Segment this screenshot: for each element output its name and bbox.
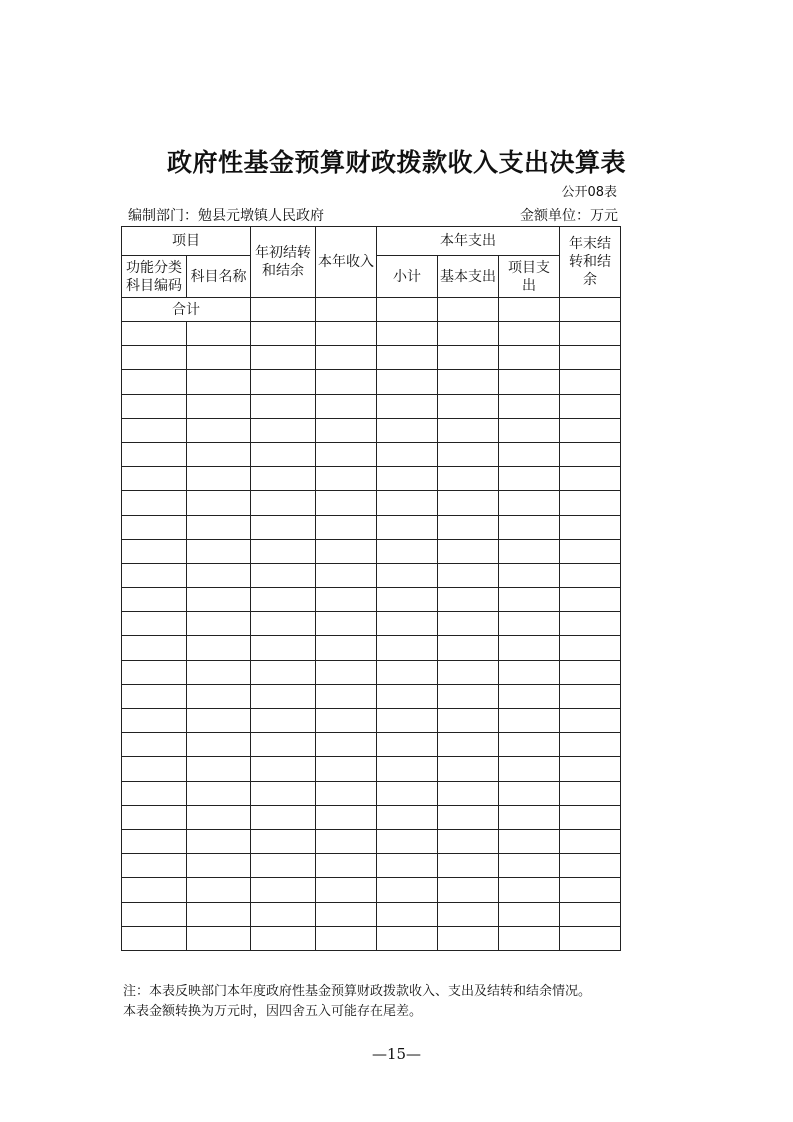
table-cell [122,370,187,394]
table-cell [251,878,316,902]
table-cell [377,854,438,878]
table-cell [187,394,251,418]
table-cell [499,491,560,515]
table-cell [499,515,560,539]
table-cell [122,442,187,466]
table-cell [122,515,187,539]
table-cell [316,733,377,757]
table-cell [377,757,438,781]
table-cell [560,854,621,878]
table-cell [251,515,316,539]
table-cell [187,346,251,370]
header-basic: 基本支出 [438,256,499,298]
table-cell [316,660,377,684]
table-cell [122,322,187,346]
table-cell [499,322,560,346]
table-cell [122,781,187,805]
form-code: 公开08表 [561,185,617,200]
table-cell [377,418,438,442]
table-cell [122,636,187,660]
table-cell [438,902,499,926]
table-cell [438,733,499,757]
page-number: —15— [371,1045,422,1063]
table-cell [560,394,621,418]
table-cell [251,709,316,733]
table-cell [499,370,560,394]
table-row [122,660,621,684]
table-cell [251,588,316,612]
table-row [122,733,621,757]
table-row [122,854,621,878]
total-cell [560,298,621,322]
table-cell [377,491,438,515]
table-cell [122,346,187,370]
table-cell [122,467,187,491]
table-cell [251,902,316,926]
table-cell [122,491,187,515]
total-cell [251,298,316,322]
table-cell [316,418,377,442]
table-cell [499,733,560,757]
table-cell [560,322,621,346]
table-cell [251,322,316,346]
table-cell [122,878,187,902]
table-row [122,322,621,346]
table-cell [316,757,377,781]
table-cell [377,467,438,491]
footnote-line: 本表金额转换为万元时，因四舍五入可能存在尾差。 [123,1004,423,1019]
table-cell [499,418,560,442]
table-cell [316,829,377,853]
header-project [499,256,560,298]
table-cell [499,636,560,660]
table-cell [560,612,621,636]
table-row [122,757,621,781]
unit-label: 金额单位：万元 [520,208,618,224]
table-cell [187,854,251,878]
table-cell [560,660,621,684]
table-cell [251,418,316,442]
table-cell [187,781,251,805]
table-cell [187,418,251,442]
table-cell [251,491,316,515]
header-func-code-text: 功能分类科目编码 [126,259,182,294]
table-cell [122,684,187,708]
header-income-text: 本年收入 [318,254,374,270]
table-cell [316,394,377,418]
table-cell [499,588,560,612]
total-cell [438,298,499,322]
table-cell [316,322,377,346]
table-cell [251,467,316,491]
total-label: 合计 [122,298,251,322]
table-cell [438,805,499,829]
table-cell [499,757,560,781]
table-cell [499,563,560,587]
table-cell [316,515,377,539]
budget-table [121,226,621,951]
table-cell [499,442,560,466]
table-cell [438,878,499,902]
table-cell [438,854,499,878]
table-cell [122,418,187,442]
table-cell [438,346,499,370]
table-row [122,829,621,853]
table-cell [316,370,377,394]
table-cell [251,854,316,878]
table-cell [377,878,438,902]
table-cell [122,588,187,612]
table-row [122,346,621,370]
table-cell [438,588,499,612]
table-cell [251,539,316,563]
table-cell [499,829,560,853]
table-cell [187,805,251,829]
table-cell [187,660,251,684]
table-row [122,684,621,708]
table-cell [438,757,499,781]
table-cell [499,781,560,805]
table-cell [187,926,251,950]
table-cell [560,781,621,805]
table-cell [560,491,621,515]
header-item: 项目 [122,227,251,256]
table-cell [377,588,438,612]
table-cell [438,515,499,539]
table-cell [499,902,560,926]
table-cell [438,322,499,346]
total-cell [316,298,377,322]
table-cell [438,539,499,563]
total-cell [499,298,560,322]
table-cell [316,539,377,563]
header-end-balance [560,227,621,298]
table-cell [377,829,438,853]
table-cell [187,684,251,708]
table-cell [499,346,560,370]
table-cell [187,322,251,346]
table-cell [438,684,499,708]
header-project-text: 项目支出 [508,259,550,294]
table-cell [251,781,316,805]
table-cell [560,636,621,660]
table-cell [122,733,187,757]
table-cell [499,926,560,950]
table-cell [122,902,187,926]
table-cell [316,612,377,636]
table-cell [316,442,377,466]
table-cell [377,539,438,563]
table-cell [251,563,316,587]
table-cell [251,926,316,950]
table-cell [122,539,187,563]
table-row [122,370,621,394]
table-cell [560,926,621,950]
table-cell [377,442,438,466]
table-cell [377,709,438,733]
table-cell [499,709,560,733]
table-cell [377,563,438,587]
table-cell [438,442,499,466]
table-cell [560,709,621,733]
table-cell [377,733,438,757]
table-cell [187,902,251,926]
table-cell [377,805,438,829]
table-cell [560,805,621,829]
table-cell [122,709,187,733]
table-cell [122,854,187,878]
table-cell [316,781,377,805]
table-cell [187,370,251,394]
table-row [122,515,621,539]
table-cell [316,926,377,950]
table-row [122,902,621,926]
table-cell [560,563,621,587]
table-cell [251,346,316,370]
table-cell [122,563,187,587]
table-cell [251,636,316,660]
table-cell [377,394,438,418]
table-cell [187,829,251,853]
table-cell [438,829,499,853]
table-cell [187,709,251,733]
table-row [122,878,621,902]
header-func-code [122,256,187,298]
table-cell [251,660,316,684]
table-cell [560,829,621,853]
table-cell [377,902,438,926]
table-cell [316,902,377,926]
footnote [123,982,591,1022]
header-subject-name: 科目名称 [187,256,251,298]
table-cell [122,394,187,418]
table-cell [438,394,499,418]
table-cell [499,805,560,829]
table-cell [499,394,560,418]
table-cell [316,709,377,733]
table-cell [499,467,560,491]
table-cell [316,636,377,660]
table-cell [316,563,377,587]
table-cell [316,346,377,370]
table-cell [560,684,621,708]
table-row [122,709,621,733]
table-cell [499,854,560,878]
table-cell [438,926,499,950]
table-row [122,805,621,829]
table-cell [187,563,251,587]
table-cell [187,878,251,902]
table-cell [251,442,316,466]
table-cell [122,926,187,950]
table-cell [377,684,438,708]
table-cell [560,733,621,757]
footnote-line: 注：本表反映部门本年度政府性基金预算财政拨款收入、支出及结转和结余情况。 [123,984,592,999]
table-cell [438,563,499,587]
table-cell [316,878,377,902]
table-cell [187,491,251,515]
table-cell [122,829,187,853]
dept-label: 编制部门：勉县元墩镇人民政府 [128,208,324,224]
table-cell [251,733,316,757]
table-cell [499,660,560,684]
table-cell [316,491,377,515]
table-cell [438,467,499,491]
table-cell [316,467,377,491]
header-begin-balance-text: 年初结转和结余 [255,245,311,279]
table-cell [187,733,251,757]
table-cell [560,442,621,466]
table-cell [560,467,621,491]
table-cell [377,612,438,636]
table-cell [251,757,316,781]
table-cell [187,515,251,539]
table-row [122,539,621,563]
table-cell [251,684,316,708]
table-row [122,563,621,587]
header-income [316,227,377,298]
table-cell [316,854,377,878]
table-cell [377,636,438,660]
table-row [122,442,621,466]
table-row [122,394,621,418]
table-cell [499,878,560,902]
table-cell [187,612,251,636]
table-cell [251,394,316,418]
table-cell [377,660,438,684]
table-cell [560,370,621,394]
table-cell [187,539,251,563]
table-row [122,636,621,660]
table-cell [316,805,377,829]
table-cell [377,781,438,805]
table-row [122,491,621,515]
table-cell [438,660,499,684]
table-cell [187,467,251,491]
table-cell [499,684,560,708]
table-cell [377,346,438,370]
table-cell [560,515,621,539]
page-title: 政府性基金预算财政拨款收入支出决算表 [166,148,626,177]
table-cell [377,322,438,346]
table-cell [187,636,251,660]
header-end-balance-text: 年末结转和结余 [569,236,611,288]
table-cell [187,757,251,781]
table-cell [438,418,499,442]
table-cell [187,442,251,466]
total-cell [377,298,438,322]
table-cell [316,684,377,708]
table-cell [560,588,621,612]
header-expense: 本年支出 [377,227,560,256]
table-cell [122,612,187,636]
table-cell [438,709,499,733]
table-cell [438,491,499,515]
table-cell [499,539,560,563]
table-row [122,612,621,636]
table-cell [377,370,438,394]
table-cell [187,588,251,612]
table-cell [251,805,316,829]
table-cell [438,612,499,636]
table-cell [122,660,187,684]
table-cell [122,805,187,829]
table-cell [251,829,316,853]
table-cell [377,926,438,950]
table-row [122,781,621,805]
table-cell [316,588,377,612]
table-cell [377,515,438,539]
header-subtotal: 小计 [377,256,438,298]
header-begin-balance [251,227,316,298]
table-row [122,926,621,950]
table-cell [122,757,187,781]
table-cell [560,539,621,563]
table-row [122,418,621,442]
table-cell [438,370,499,394]
table-cell [438,781,499,805]
table-cell [499,612,560,636]
table-cell [251,370,316,394]
table-row [122,467,621,491]
table-cell [560,346,621,370]
table-cell [560,902,621,926]
table-cell [438,636,499,660]
table-cell [251,612,316,636]
table-cell [560,418,621,442]
table-cell [560,757,621,781]
table-cell [560,878,621,902]
table-row [122,588,621,612]
